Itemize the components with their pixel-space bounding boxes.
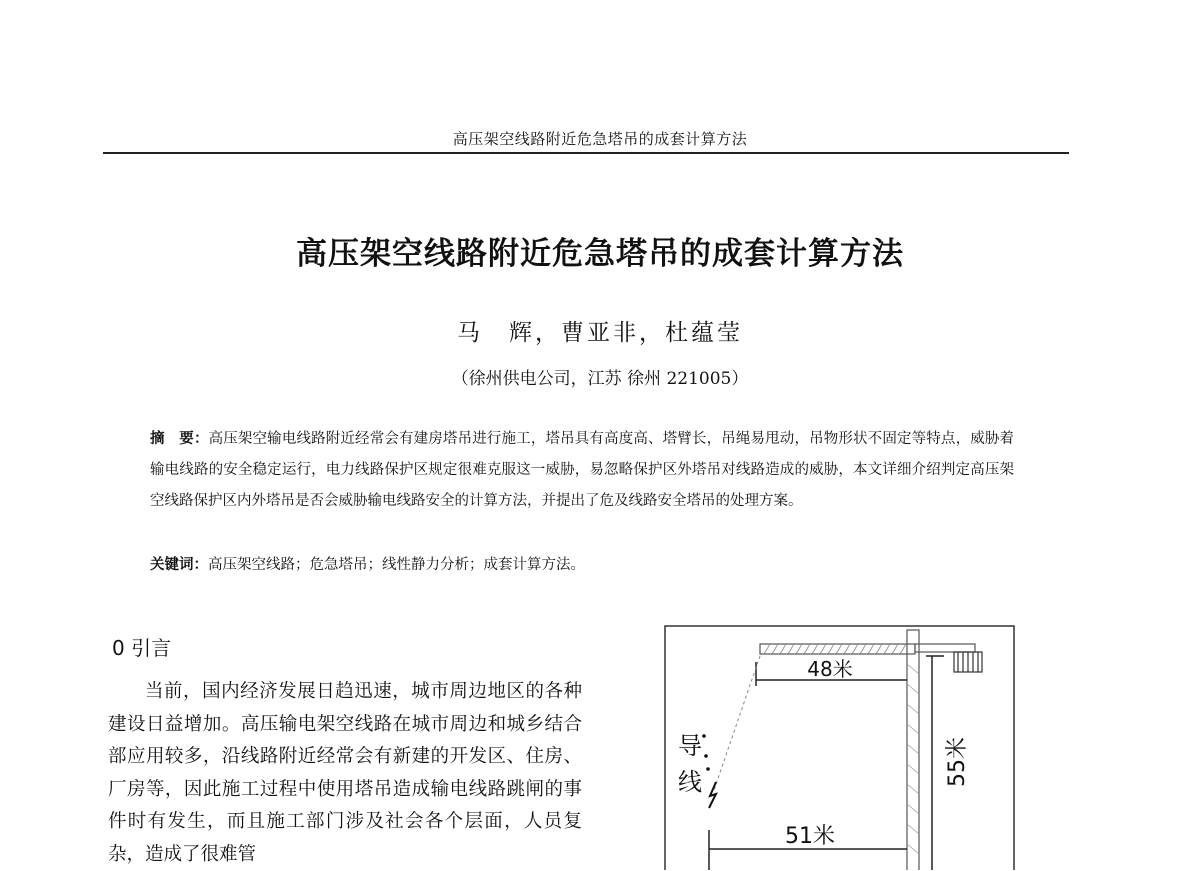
mast-lattice [907,664,919,854]
header-rule [103,152,1069,154]
dim-48-label: 48米 [807,657,853,681]
keywords [150,550,1014,581]
wire-dots [702,734,710,771]
paper-authors: 马 辉，曹亚非，杜蕴莹 [457,320,743,346]
section-heading: 0 引言 [112,636,172,660]
counterweight [954,652,982,672]
boom-lattice [764,644,906,654]
wire-label-1: 导 [678,732,702,760]
crane-figure [664,624,1016,870]
paper-title: 高压架空线路附近危急塔吊的成套计算方法 [296,236,904,272]
dim-55-label: 55米 [945,737,970,787]
crane-mast [907,630,919,870]
paper-affiliation: （徐州供电公司，江苏 徐州 221005） [451,369,749,389]
abstract [150,424,1014,517]
running-header: 高压架空线路附近危急塔吊的成套计算方法 [452,130,748,148]
swing-line [714,656,760,790]
keywords-label: 关键词： [150,557,208,573]
wire-label-2: 线 [678,768,702,796]
abstract-text: 高压架空输电线路附近经常会有建房塔吊进行施工，塔吊具有高度高、塔臂长，吊绳易甩动，吊物形状不固定等特点，威胁着输电线路的安全稳定运行，电力线路保护区规定很难克服这一威胁，易忽略保护区外塔吊对线路造成的威胁，本文详细介绍判定高压架空线路保护区内外塔吊是否会威胁输电线路安全的计算方法，并提出了危及线路安全塔吊的处理方案。 [150,431,1015,509]
abstract-label: 摘 要： [150,431,209,447]
arc-flash-icon [709,782,716,808]
section-body [108,676,582,871]
dim-51-label: 51米 [785,824,835,849]
counter-jib [915,644,975,652]
keywords-text: 高压架空线路；危急塔吊；线性静力分析；成套计算方法。 [208,557,585,573]
body-paragraph: 当前，国内经济发展日趋迅速，城市周边地区的各种建设日益增加。高压输电架空线路在城市周边和城乡结合部应用较多，沿线路附近经常会有新建的开发区、住房、厂房等，因此施工过程中使用塔吊造成输电线路跳闸的事件时有发生，而且施工部门涉及社会各个层面，人员复杂，造成了很难管 [108,681,582,865]
crane-diagram [664,624,1016,870]
